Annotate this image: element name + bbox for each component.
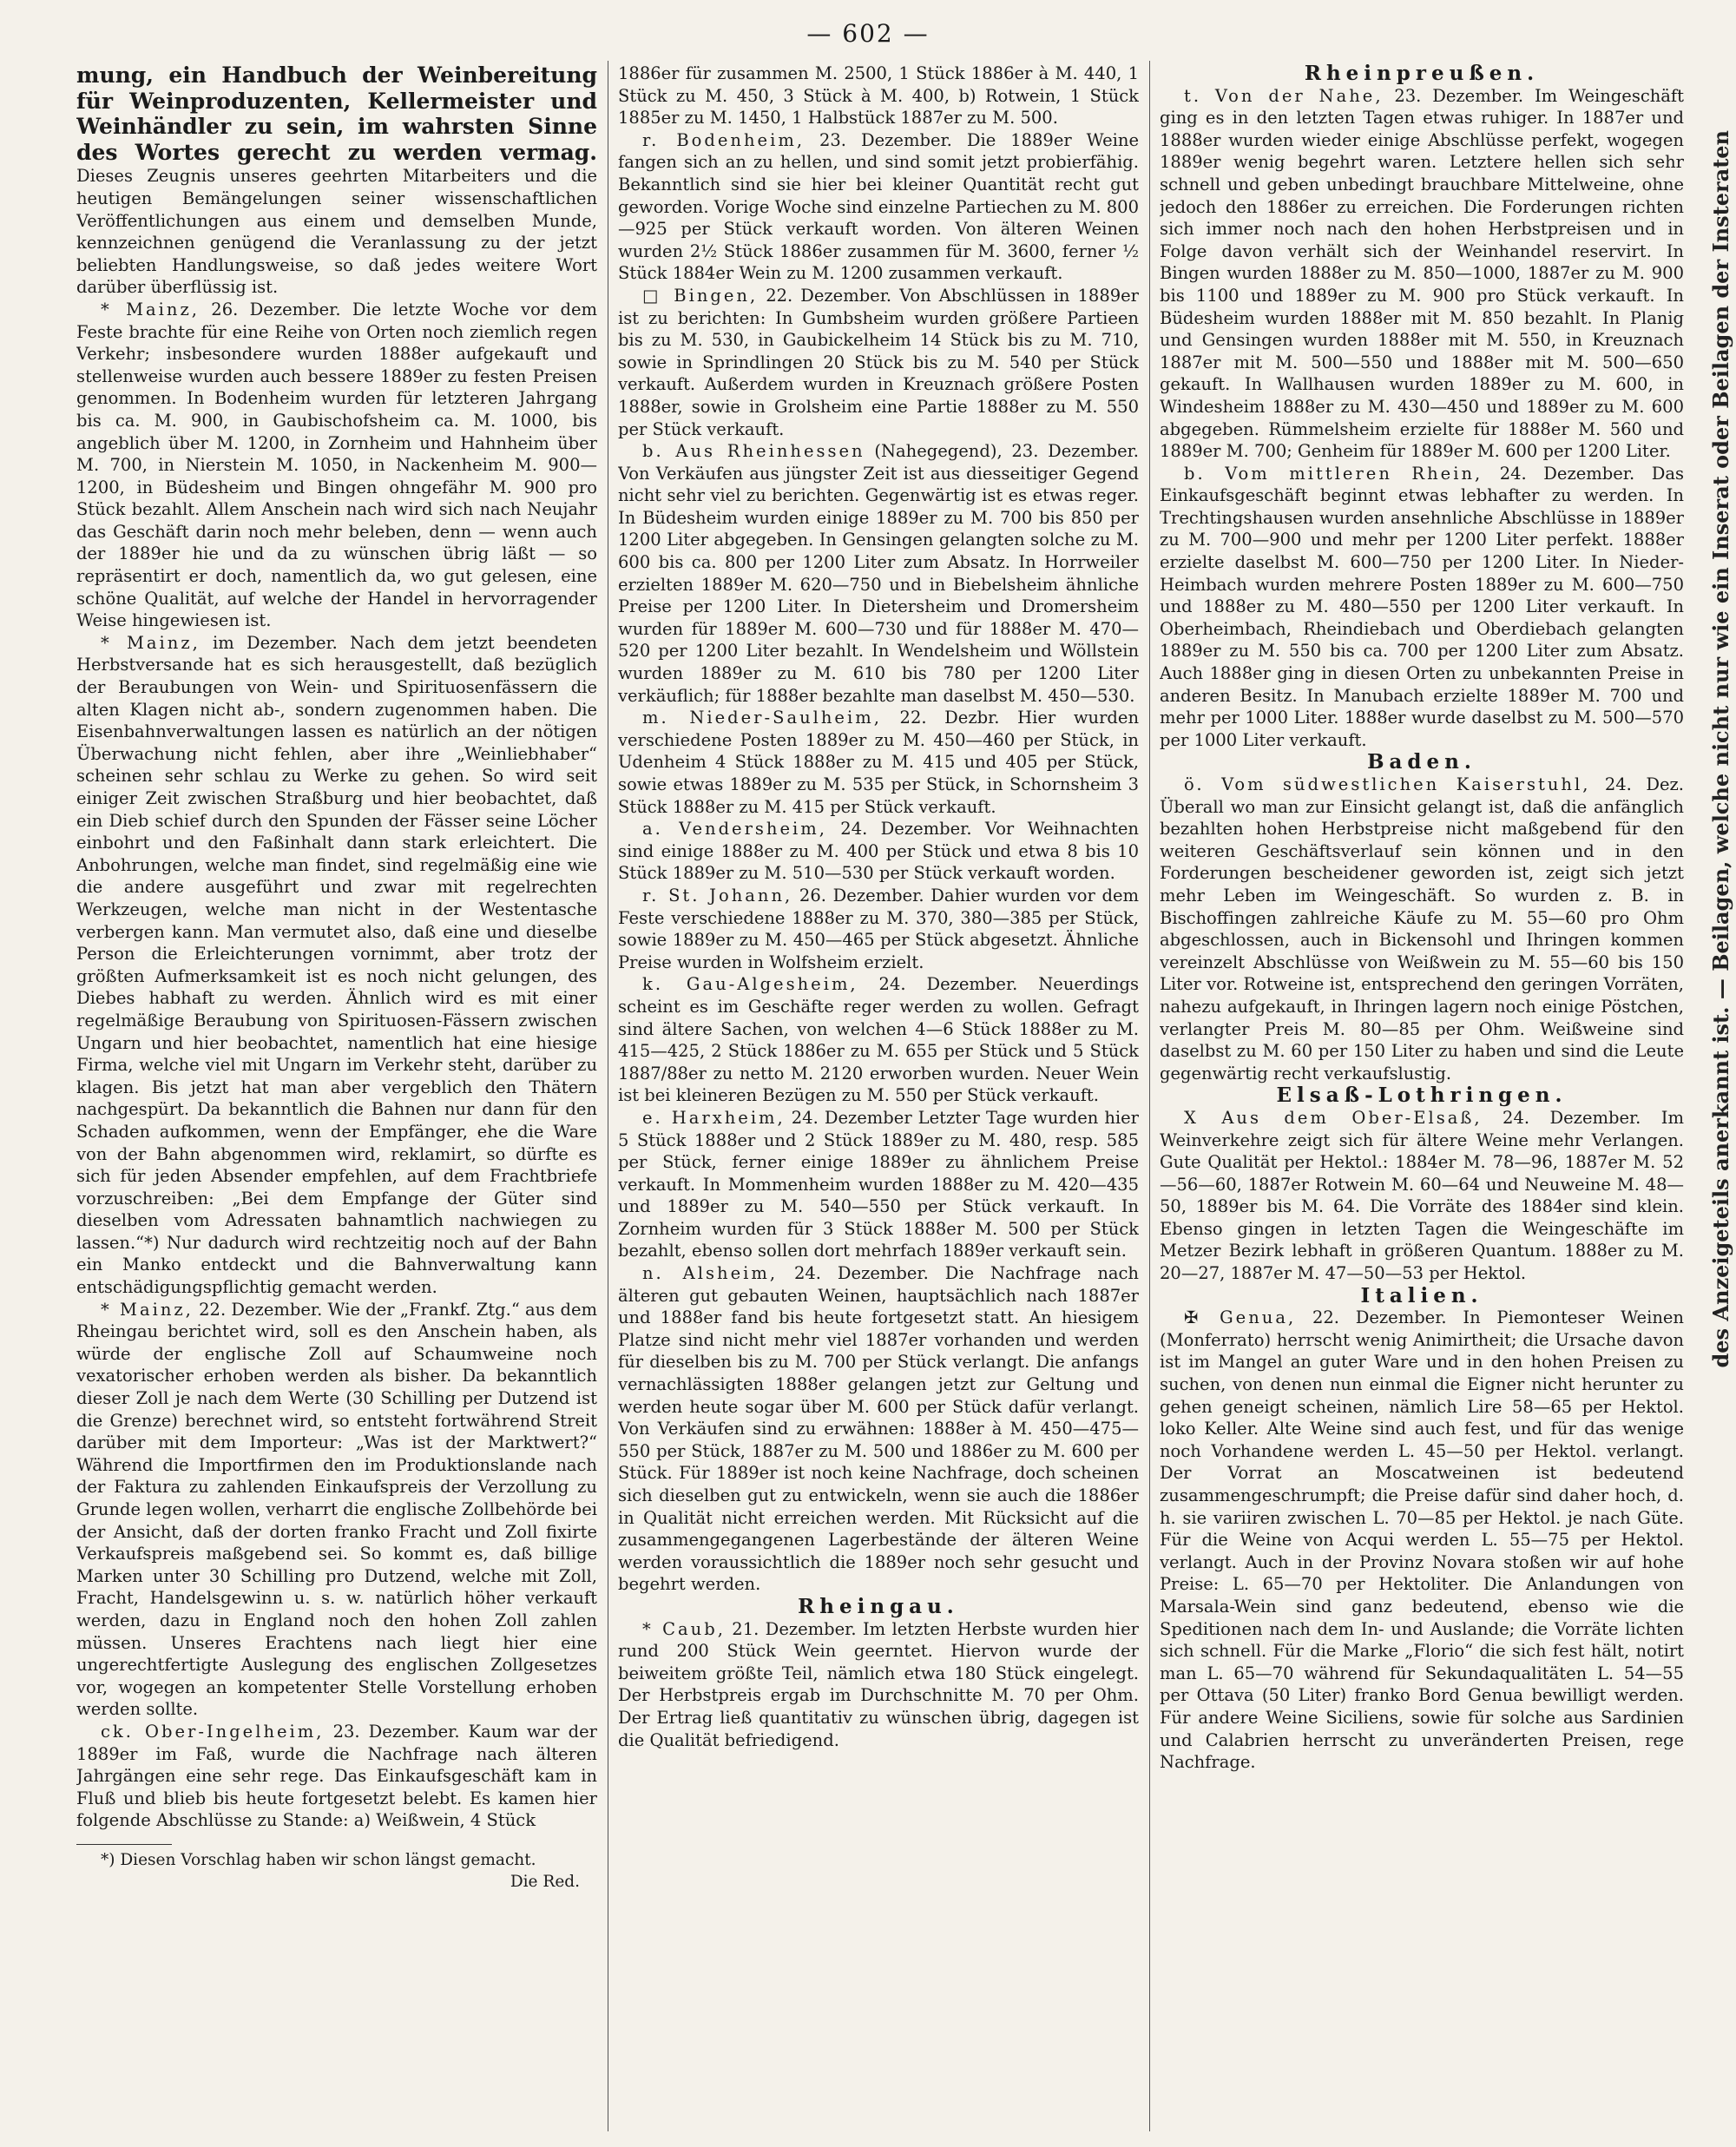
paragraph-text: Dieses Zeugnis unseres geehrten Mitarbeiters und die heutigen Bemängelungen seiner wissenschaftlichen Veröffentlichungen aus einem und demselben Munde, kennzeichnen genügend die Veranlassung zu der jetzt beliebten Handlungsweise, so daß jedes weitere Wort darüber überflüssig ist.: [76, 166, 597, 298]
dateline: * Mainz,: [101, 299, 200, 319]
dateline: * Caub,: [642, 1618, 726, 1639]
paragraph-text: 24. Dezember Letzter Tage wurden hier 5 Stück 1888er und 2 Stück 1889er zu M. 480, resp. 585 per Stück, ferner einige 1889er zu ähnlichem Preise verkauft. In Mommenheim wurden 1888er zu M. 420—435 und 1889er zu M. 540—550 per Stück verkauft. In Zornheim wurden für 3 Stück 1888er M. 500 per Stück bezahlt, ebenso sollen dort mehrfach 1889er verkauft sein.: [618, 1107, 1139, 1261]
column-2: [618, 63, 1139, 2129]
paragraph-text: 22. Dezember. In Piemonteser Weinen (Monferrato) herrscht wenig Animirtheit; die Ursache davon ist im Mangel an guter Ware und in den hohen Preisen zu suchen, von denen nun einmal die Eigner nicht herunter zu gehen geneigt scheinen, nämlich Lire 58—65 per Hektol. loko Keller. Alte Weine sind auch fest, und für das wenige noch Vorhandene werden L. 45—50 per Hektol. verlangt. Der Vorrat an Moscatweinen ist bedeutend zusammengeschrumpft; die Preise dafür sind daher hoch, d. h. sie variiren zwischen L. 70—85 per Hektol. je nach Güte. Für die Weine von Acqui werden L. 55—75 per Hektol. verlangt. Auch in der Provinz Novara stoßen wir auf hohe Preise: L. 65—70 per Hektoliter. Die Anlandungen von Marsala-Wein sind ganz bedeutend, ebenso wie die Speditionen nach dem In- und Auslande; die Vorräte lichten sich schnell. Für die Marke „Florio“ die sich fest hält, notirt man L. 65—70 während für Sekundaqualitäten L. 54—55 per Ottava (50 Liter) franko Bord Genua bewilligt werden. Für andere Weine Siciliens, sowie für solche aus Sardinien und Calabrien herrscht zu unveränderten Preisen, rege Nachfrage.: [1160, 1307, 1684, 1773]
lead-bold-text: mung, ein Handbuch der Weinbereitung für Weinproduzenten, Kellermeister und Weinhändler zu sein, im wahrsten Sinne des Wortes gerecht zu werden vermag.: [76, 63, 597, 165]
page-number: — 602 —: [806, 19, 930, 48]
dateline: e. Harxheim,: [642, 1107, 786, 1128]
column-3: [1160, 63, 1684, 2129]
article-continuation: [76, 63, 597, 299]
paragraph-text: 23. Dezember. Im Weingeschäft ging es in den letzten Tagen etwas ruhiger. In 1887er und 1888er wurden wieder einige Abschlüsse perfekt, wogegen 1889er wenig begehrt waren. Letztere hellen sich sehr schnell und geben unbedingt brauchbare Mittelweine, ohne jedoch den 1886er zu erreichen. Die Forderungen richten sich immer noch nach den hohen Herbstpreisen und in Folge davon verhält sich der Weinhandel reservirt. In Bingen wurden 1888er zu M. 850—1000, 1887er zu M. 900 bis 1100 und 1889er zu M. 900 pro Stück verkauft. In Büdesheim wurden 1888er mit M. 850 bezahlt. In Planig und Gensingen wurden 1888er mit M. 550, in Kreuznach 1887er mit M. 500—550 und 1888er mit M. 500—650 gekauft. In Wallhausen wurden 1889er zu M. 600, in Windesheim 1888er zu M. 430—450 und 1889er zu M. 600 abgegeben. Rümmelsheim erzielte für 1888er M. 560 und 1889er M. 700; Genheim für 1889er M. 600 per 1200 Liter.: [1160, 85, 1684, 462]
report-nieder-saulheim: [618, 707, 1139, 818]
dateline: □ Bingen,: [642, 285, 759, 306]
paragraph-text: 24. Dezember. Das Einkaufsgeschäft beginnt etwas lebhafter zu werden. In Trechtingshausen wurden ansehnliche Abschlüsse in 1889er zu M. 700—900 und mehr per 1200 Liter perfekt. 1888er erzielte daselbst M. 600—750 per 1200 Liter. In Nieder-Heimbach wurden mehrere Posten 1889er zu M. 600—750 und 1888er zu M. 480—550 per 1200 Liter verkauft. In Oberheimbach, Rheindiebach und Oberdiebach gelangten 1889er zu M. 550 bis ca. 700 per 1200 Liter zum Absatz. Auch 1888er ging in diesen Orten zu unbekannten Preise in anderen Besitz. In Manubach erzielte 1889er M. 700 und mehr per 1000 Liter. 1888er wurde daselbst zu M. 500—570 per 1000 Liter verkauft.: [1160, 463, 1684, 750]
dateline: ö. Vom südwestlichen Kaiserstuhl,: [1184, 774, 1591, 794]
paragraph-text: im Dezember. Nach dem jetzt beendeten Herbstversande hat es sich herausgestellt, daß bezüglich der Beraubungen von Wein- und Spirituosenfässern die alten Klagen nicht ab-, sondern zugenommen haben. Die Eisenbahnverwaltungen lassen es natürlich an der nötigen Überwachung nicht fehlen, aber ihre „Weinliebhaber“ scheinen sehr schlau zu Werke zu gehen. So wird seit einiger Zeit zwischen Straßburg und hier beobachtet, daß ein Dieb schief durch den Spunden der Fässer seine Löcher einbohrt und den Faßinhalt dann stark erleichtert. Die Anbohrungen, welche man findet, sind regelmäßig eine wie die andere ausgeführt und zwar mit regelrechten Werkzeugen, welche man nicht in der Westentasche verbergen kann. Man vermutet also, daß eine und dieselbe Person die Erleichterungen vornimmt, aber trotz der größten Aufmerksamkeit ist es noch nicht gelungen, des Diebes habhaft zu werden. Ähnlich wird es mit einer regelmäßige Beraubung von Spirituosen-Fässern zwischen Ungarn und hier beobachtet, namentlich hat eine hiesige Firma, welche viel mit Ungarn im Verkehr steht, darüber zu klagen. Bis jetzt hat man aber vergeblich den Thätern nachgespürt. Da bekanntlich die Bahnen nur dann für den Schaden aufkommen, wenn der Empfänger, ehe die Ware von der Bahn abgenommen wird, reklamirt, so dürfte es sich für jeden Absender empfehlen, auf dem Frachtbriefe vorzuschreiben: „Bei dem Empfange der Güter sind dieselben vom Adressaten bahnamtlich nachwiegen zu lassen.“*) Nur dadurch wird rechtzeitig noch auf der Bahn ein Manko entdeckt und die Bahnverwaltung kann entschädigungspflichtig gemacht werden.: [76, 632, 597, 1298]
section-heading-baden: Baden.: [1367, 750, 1476, 774]
paragraph-text: 22. Dezbr. Hier wurden verschiedene Posten 1889er zu M. 450—460 per Stück, in Udenheim 4 Stück 1888er zu M. 415 und 405 per Stück, sowie etwas 1889er zu M. 535 per Stück, in Schornsheim 3 Stück 1888er zu M. 415 per Stück verkauft.: [618, 708, 1139, 817]
dateline: r. Bodenheim,: [642, 129, 806, 150]
dateline: b. Vom mittleren Rhein,: [1184, 463, 1483, 484]
dateline: n. Alsheim,: [642, 1263, 779, 1284]
dateline: k. Gau-Algesheim,: [642, 974, 858, 995]
report-nahe: [1160, 85, 1684, 463]
footnote-signature: Die Red.: [510, 1872, 580, 1891]
paragraph-text: 24. Dezember. Neuerdings scheint es im Geschäfte reger werden zu wollen. Gefragt sind ältere Sachen, von welchen 4—6 Stück 1888er zu M. 415—425, 2 Stück 1886er zu M. 655 per Stück und 5 Stück 1887/88er zu netto M. 2120 erworben wurden. Neuer Wein ist bei kleineren Bezügen zu M. 550 per Stück verkauft.: [618, 974, 1139, 1106]
report-bodenheim: [618, 129, 1139, 285]
paragraph: 1886er für zusammen M. 2500, 1 Stück 1886er à M. 440, 1 Stück zu M. 450, 3 Stück à M. 400, b) Rotwein, 1 Stück 1885er zu M. 1450, 1 Halbstück 1887er zu M. 500.: [618, 63, 1139, 128]
paragraph-text: (Nahegegend), 23. Dezember. Von Verkäufen aus jüngster Zeit ist aus diesseitiger Gegend nicht sehr viel zu berichten. Gegenwärtig ist es etwas reger. In Büdesheim wurden einige 1889er zu M. 700 bis 850 per 1200 Liter abgegeben. In Gensingen gelangten solche zu M. 600 bis ca. 800 per 1200 Liter zum Absatz. In Horrweiler erzielten 1889er M. 620—750 und in Biebelsheim ähnliche Preise per 1200 Liter. In Dietersheim und Dromersheim wurden für 1889er M. 600—730 und für 1888er M. 470—520 per 1200 Liter bezahlt. In Wendelsheim und Wöllstein wurden 1889er zu M. 610 bis 780 per 1200 Liter verkäuflich; für 1888er bezahlte man daselbst M. 450—530.: [618, 441, 1139, 706]
rotated-margin-text: des Anzeigeteils anerkannt ist. — Beilagen, welche nicht nur wie ein Inserat oder Beilagen der Insteraten: [1708, 130, 1733, 1368]
report-harxheim: [618, 1107, 1139, 1262]
report-mainz-dezember: [76, 632, 597, 1299]
dateline: ✠ Genua,: [1184, 1307, 1297, 1328]
report-kaiserstuhl: [1160, 774, 1684, 1084]
dateline: m. Nieder-Saulheim,: [642, 708, 882, 728]
paragraph-text: 21. Dezember. Im letzten Herbste wurden hier rund 200 Stück Wein geerntet. Hiervon wurde der beiweitem größte Teil, nämlich etwa 180 Stück eingelegt. Der Herbstpreis ergab im Durchschnitte M. 70 per Ohm. Der Ertrag ließ quantitativ zu wünschen übrig, dagegen ist die Qualität befriedigend.: [618, 1618, 1139, 1750]
paragraph-text: 24. Dezember. Vor Weihnachten sind einige 1888er zu M. 400 per Stück und etwa 8 bis 10 Stück 1889er zu M. 510—530 per Stück verkauft worden.: [618, 819, 1139, 884]
section-heading-italien: Italien.: [1360, 1283, 1483, 1307]
dateline: * Mainz,: [101, 632, 201, 653]
report-mainz-26: [76, 299, 597, 632]
column-divider: [1149, 61, 1150, 2131]
paragraph-text: 24. Dezember. Die Nachfrage nach älteren gut gebauten Weinen, hauptsächlich nach 1887er und 1888er fand bis heute fortgesetzt statt. An hiesigem Platze sind nicht mehr viel 1887er vorhanden und werden für dieselben bis zu M. 700 per Stück verlangt. Die anfangs vernachlässigten 1888er gelangen jetzt zur Geltung und werden heute sogar über M. 600 per Stück dafür verlangt. Von Verkäufen sind zu erwähnen: 1888er à M. 450—475—550 per Stück, 1887er zu M. 500 und 1886er zu M. 600 per Stück. Für 1889er ist noch keine Nachfrage, doch scheinen sich dieselben gut zu entwickeln, wenn sie auch die 1886er in Qualität nicht erreichen werden. Mit Rücksicht auf die zusammengegangenen Lagerbestände der älteren Weine werden voraussichtlich die 1889er noch sehr gesucht und begehrt werden.: [618, 1263, 1139, 1595]
dateline: b. Aus Rheinhessen: [642, 441, 865, 462]
report-bingen: [618, 285, 1139, 440]
dateline: r. St. Johann,: [642, 885, 793, 906]
dateline: X Aus dem Ober-Elsaß,: [1184, 1107, 1483, 1128]
section-heading-rheinpreussen: Rheinpreußen.: [1304, 63, 1540, 85]
section-heading-rheingau: Rheingau.: [798, 1594, 959, 1618]
paragraph-text: 26. Dezember. Dahier wurden vor dem Feste verschiedene 1888er zu M. 370, 380—385 per Stück, sowie 1889er zu M. 450—465 per Stück abgesetzt. Ähnliche Preise wurden in Wolfsheim erzielt.: [618, 885, 1139, 972]
paragraph-text: 22. Dezember. Von Abschlüssen in 1889er ist zu berichten: In Gumbsheim wurden größere Partieen bis zu M. 530, in Gaubickelheim 14 Stück bis zu M. 710, sowie in Sprindlingen 20 Stück bis zu M. 540 per Stück verkauft. Außerdem wurden in Kreuznach größere Posten 1888er, sowie in Grolsheim eine Partie 1888er zu M. 550 per Stück verkauft.: [618, 285, 1139, 439]
paragraph-text: 24. Dezember. Im Weinverkehre zeigt sich für ältere Weine mehr Verlangen. Gute Qualität per Hektol.: 1884er M. 78—96, 1887er M. 52—56—60, 1887er Rotwein M. 60—64 und Neuweine M. 48—50, 1889er bis M. 64. Die Vorräte des 1884er sind klein. Ebenso gingen in letzten Tagen die Weingeschäfte im Metzer Bezirk lebhaft in größeren Quantum. 1888er zu M. 20—27, 1887er M. 47—50—53 per Hektol.: [1160, 1107, 1684, 1284]
paragraph-text: 24. Dez. Überall wo man zur Einsicht gelangt ist, daß die anfänglich bezahlten hohen Herbstpreise nicht maßgebend für den weiteren Geschäftsverlauf sein können und in den Forderungen bescheidener geworden ist, zeigt sich jetzt mehr Leben im Weingeschäft. So wurden z. B. in Bischoffingen zahlreiche Käufe zu M. 55—60 pro Ohm abgeschlossen, auch in Bickensohl und Ihringen kommen vereinzelt Abschlüsse von Weißwein zu M. 55—60 bis 150 Liter vor. Rotweine ist, entsprechend den geringen Vorräten, nahezu aufgekauft, in Ihringen lagern noch einige Pöstchen, verlangter Preis M. 80—85 per Ohm. Weißweine sind daselbst zu M. 60 per 150 Liter zu haben und sind die Leute gegenwärtig recht verkaufslustig.: [1160, 774, 1684, 1083]
report-gau-algesheim: [618, 973, 1139, 1107]
report-genua: [1160, 1307, 1684, 1773]
report-st-johann: [618, 885, 1139, 973]
report-ober-ingelheim: [76, 1721, 597, 1832]
dateline: * Mainz,: [101, 1299, 194, 1320]
paragraph-text: 23. Dezember. Die 1889er Weine fangen sich an zu hellen, und sind somit jetzt probierfähig. Bekanntlich sind sie hier bei kleiner Quantität recht gut geworden. Vorige Woche sind einzelne Partiechen zu M. 800—925 per Stück verkauft worden. Von älteren Weinen wurden 2½ Stück 1886er zusammen für M. 3600, ferner ½ Stück 1884er Wein zu M. 1200 zusammen verkauft.: [618, 129, 1139, 284]
paragraph-text: 22. Dezember. Wie der „Frankf. Ztg.“ aus dem Rheingau berichtet wird, soll es den Anschein haben, als würde der englische Zoll auf Schaumweine noch vexatorischer erhoben werden als bisher. Da bekanntlich dieser Zoll je nach dem Werte (30 Schilling per Dutzend ist die Grenze) berechnet wird, so entsteht fortwährend Streit darüber mit dem Importeur: „Was ist der Marktwert?“ Während die Importfirmen den im Produktionslande nach der Faktura zu zahlenden Einkaufspreis der Verzollung zu Grunde legen wollen, verharrt die englische Zollbehörde bei der Ansicht, daß der dorten franko Fracht und Zoll fixirte Verkaufspreis maßgebend sei. So kommt es, daß billige Marken unter 30 Schilling pro Dutzend, welche mit Zoll, Fracht, Handelsgewinn u. s. w. natürlich höher verkauft werden, dazu in England noch den hohen Zoll zahlen müssen. Unseres Erachtens nach liegt hier eine ungerechtfertigte Auslegung des englischen Zollgesetzes vor, wogegen an kompetenter Stelle Vorstellung erhoben werden sollte.: [76, 1299, 597, 1720]
footnote: *) Diesen Vorschlag haben wir schon längst gemacht.: [101, 1850, 536, 1869]
report-rheinhessen: [618, 440, 1139, 707]
report-caub: [618, 1618, 1139, 1752]
dateline: t. Von der Nahe,: [1184, 85, 1384, 106]
report-alsheim: [618, 1262, 1139, 1596]
column-1: [76, 63, 597, 2129]
report-mainz-22: [76, 1299, 597, 1721]
report-vendersheim: [618, 818, 1139, 885]
section-heading-elsass: Elsaß-Lothringen.: [1276, 1083, 1568, 1108]
side-margin-strip: [1703, 130, 1734, 2084]
paragraph-text: 26. Dezember. Die letzte Woche vor dem Feste brachte für eine Reihe von Orten noch ziemlich regen Verkehr; insbesondere wurden 1888er aufgekauft und stellenweise wurden auch bessere 1889er zu festen Preisen genommen. In Bodenheim wurden für letzteren Jahrgang bis ca. M. 900, in Gaubischofsheim ca. M. 1000, bis angeblich über M. 1200, in Zornheim und Hahnheim über M. 700, in Nierstein M. 1050, in Nackenheim M. 900—1200, in Büdesheim und Bingen ohngefähr M. 900 pro Stück bezahlt. Allem Anschein nach wird sich nach Neujahr das Geschäft darin noch mehr beleben, denn — wenn auch der 1889er hie und da zu wünschen übrig läßt — so repräsentirt er doch, namentlich da, wo gut gelesen, eine schöne Qualität, auf welche der Handel in hervorragender Weise hingewiesen ist.: [76, 299, 597, 631]
dateline: a. Vendersheim,: [642, 819, 827, 840]
footnote-rule: [76, 1844, 172, 1845]
report-mittlerer-rhein: [1160, 463, 1684, 752]
dateline: ck. Ober-Ingelheim,: [101, 1721, 325, 1742]
paragraph-text: 23. Dezember. Kaum war der 1889er im Faß, wurde die Nachfrage nach älteren Jahrgängen eine sehr rege. Das Einkaufsgeschäft kam in Fluß und blieb bis heute fortgesetzt belebt. Es kamen hier folgende Abschlüsse zu Stande: a) Weißwein, 4 Stück: [76, 1721, 597, 1831]
report-ober-elsass: [1160, 1107, 1684, 1285]
